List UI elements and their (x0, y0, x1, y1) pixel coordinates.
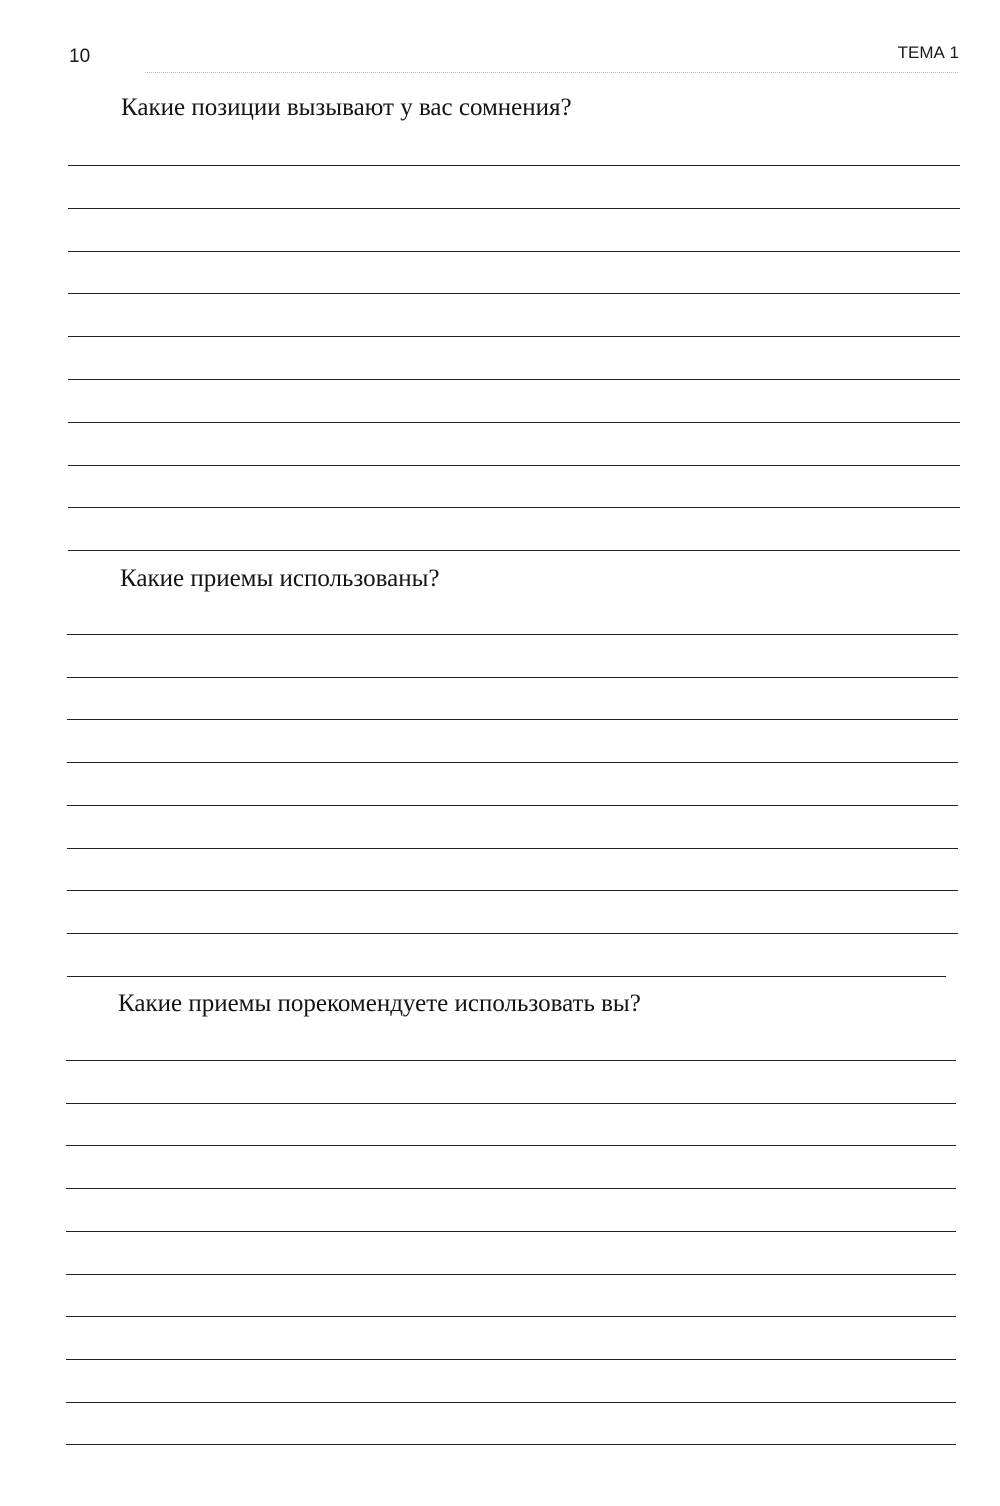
answer-line (67, 677, 958, 678)
answer-line (67, 634, 958, 635)
running-head: ТЕМА 1 (897, 43, 959, 62)
answer-line (68, 208, 960, 209)
answer-line (67, 762, 958, 763)
answer-line (67, 933, 958, 934)
answer-line (66, 1145, 956, 1146)
question-2: Какие приемы использованы? (120, 565, 440, 592)
answer-line (68, 550, 960, 551)
answer-line (66, 1188, 956, 1189)
answer-line (68, 379, 960, 380)
answer-line (66, 1402, 956, 1403)
answer-line (68, 422, 960, 423)
answer-line (66, 1444, 956, 1445)
answer-line (66, 1274, 956, 1275)
answer-line (66, 1060, 956, 1061)
answer-line (66, 1359, 956, 1360)
answer-line (68, 336, 960, 337)
answer-line (68, 293, 960, 294)
answer-line (68, 165, 960, 166)
answer-line (66, 1231, 956, 1232)
answer-line (66, 1103, 956, 1104)
answer-line (68, 507, 960, 508)
answer-line (67, 890, 958, 891)
answer-line (67, 805, 958, 806)
question-1: Какие позиции вызывают у вас сомнения? (121, 94, 572, 121)
answer-line (67, 719, 958, 720)
answer-line (67, 848, 958, 849)
answer-line (66, 1316, 956, 1317)
page-number: 10 (69, 46, 91, 67)
question-3: Какие приемы порекомендуете использовать вы? (118, 990, 641, 1017)
answer-line (68, 251, 960, 252)
header-rule (145, 72, 958, 73)
answer-line (67, 976, 946, 977)
answer-line (68, 465, 960, 466)
